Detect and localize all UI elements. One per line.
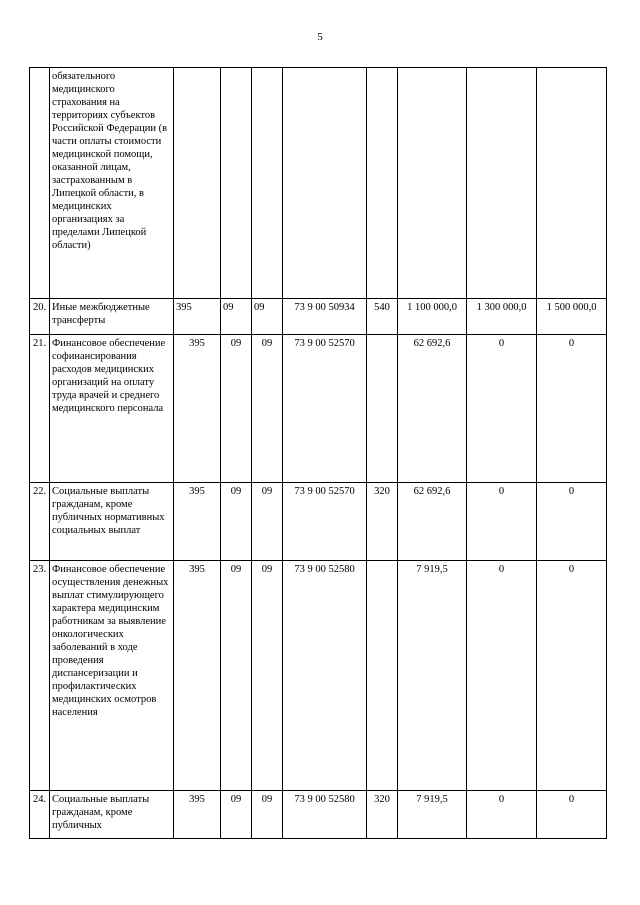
expense-type-code — [367, 335, 398, 483]
expense-type-code: 540 — [367, 299, 398, 335]
target-article-code: 73 9 00 50934 — [283, 299, 367, 335]
target-article-code: 73 9 00 52580 — [283, 561, 367, 791]
amount-year-3: 0 — [537, 791, 607, 839]
target-article-code: 73 9 00 52580 — [283, 791, 367, 839]
section-code: 09 — [221, 791, 252, 839]
amount-year-3: 0 — [537, 561, 607, 791]
subsection-code: 09 — [252, 483, 283, 561]
subsection-code: 09 — [252, 561, 283, 791]
amount-year-2: 0 — [467, 791, 537, 839]
row-number: 21. — [30, 335, 50, 483]
amount-year-1: 7 919,5 — [398, 791, 467, 839]
target-article-code — [283, 68, 367, 299]
grbs-code: 395 — [174, 483, 221, 561]
amount-year-3 — [537, 68, 607, 299]
amount-year-3: 0 — [537, 483, 607, 561]
expense-type-code: 320 — [367, 791, 398, 839]
expense-type-code — [367, 561, 398, 791]
grbs-code: 395 — [174, 335, 221, 483]
amount-year-2: 0 — [467, 483, 537, 561]
table-row — [30, 68, 607, 299]
amount-year-3: 1 500 000,0 — [537, 299, 607, 335]
table-row — [30, 791, 607, 839]
row-number: 23. — [30, 561, 50, 791]
subsection-code: 09 — [252, 791, 283, 839]
section-code — [221, 68, 252, 299]
amount-year-1: 1 100 000,0 — [398, 299, 467, 335]
subsection-code — [252, 68, 283, 299]
row-number: 22. — [30, 483, 50, 561]
table-row — [30, 299, 607, 335]
section-code: 09 — [221, 299, 252, 335]
subsection-code: 09 — [252, 335, 283, 483]
section-code: 09 — [221, 335, 252, 483]
section-code: 09 — [221, 561, 252, 791]
amount-year-2: 0 — [467, 561, 537, 791]
amount-year-1 — [398, 68, 467, 299]
expense-name: Социальные выплаты гражданам, кроме публичных — [50, 791, 174, 839]
grbs-code — [174, 68, 221, 299]
row-number: 24. — [30, 791, 50, 839]
table-row — [30, 561, 607, 791]
expense-name: обязательного медицинского страхования на территориях субъектов Российской Федерации (в части оплаты стоимости медицинской помощи, оказанной лицам, застрахованным в Липецкой области, в медицинских организациях за пределами Липецкой области) — [50, 68, 174, 299]
target-article-code: 73 9 00 52570 — [283, 335, 367, 483]
row-number — [30, 68, 50, 299]
subsection-code: 09 — [252, 299, 283, 335]
grbs-code: 395 — [174, 561, 221, 791]
amount-year-1: 7 919,5 — [398, 561, 467, 791]
grbs-code: 395 — [174, 299, 221, 335]
amount-year-2: 0 — [467, 335, 537, 483]
target-article-code: 73 9 00 52570 — [283, 483, 367, 561]
expense-name: Финансовое обеспечение софинансирования расходов медицинских организаций на оплату труда врачей и среднего медицинского персонала — [50, 335, 174, 483]
table-row — [30, 483, 607, 561]
row-number: 20. — [30, 299, 50, 335]
grbs-code: 395 — [174, 791, 221, 839]
page-number: 5 — [317, 31, 323, 43]
amount-year-3: 0 — [537, 335, 607, 483]
expense-name: Социальные выплаты гражданам, кроме публичных нормативных социальных выплат — [50, 483, 174, 561]
table-row — [30, 335, 607, 483]
amount-year-1: 62 692,6 — [398, 483, 467, 561]
budget-table — [29, 67, 607, 839]
expense-name: Финансовое обеспечение осуществления денежных выплат стимулирующего характера медицинским работникам за выявление онкологических заболеваний в ходе проведения диспансеризации и профилактических медицинских осмотров населения — [50, 561, 174, 791]
amount-year-2 — [467, 68, 537, 299]
expense-type-code: 320 — [367, 483, 398, 561]
expense-type-code — [367, 68, 398, 299]
section-code: 09 — [221, 483, 252, 561]
amount-year-1: 62 692,6 — [398, 335, 467, 483]
expense-name: Иные межбюджетные трансферты — [50, 299, 174, 335]
amount-year-2: 1 300 000,0 — [467, 299, 537, 335]
